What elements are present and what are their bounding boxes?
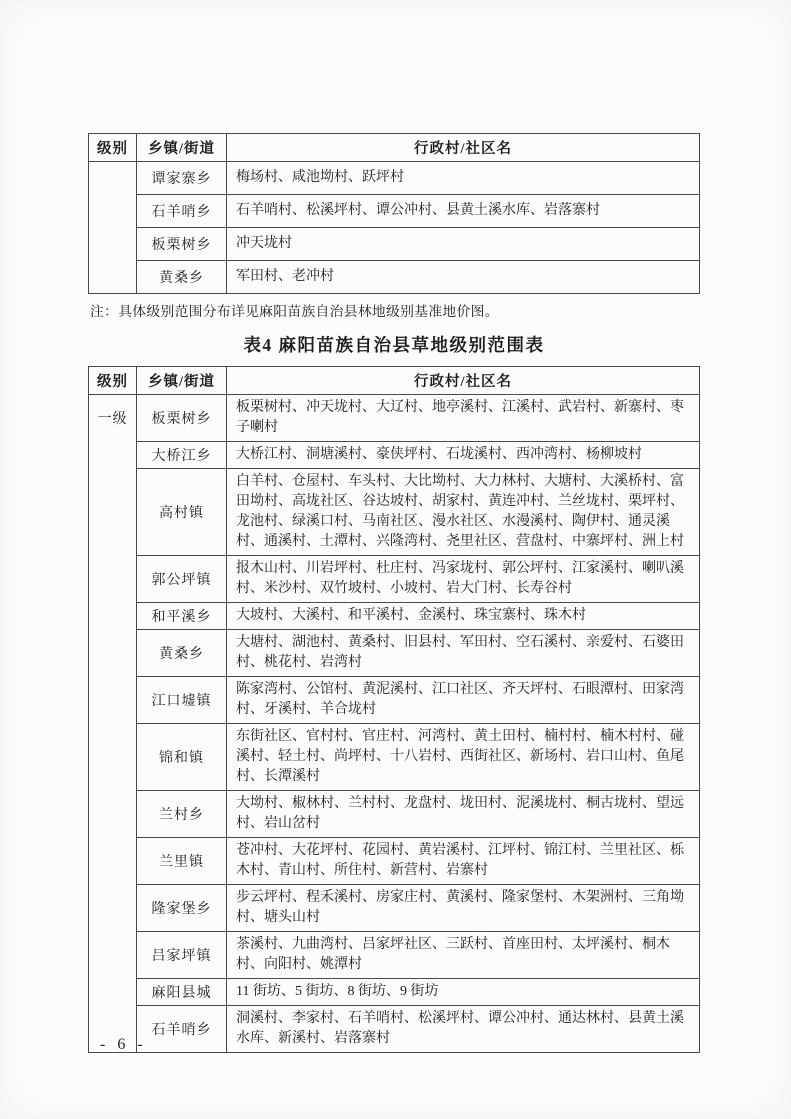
town-cell: 谭家寨乡 <box>137 162 227 195</box>
town-cell: 板栗树乡 <box>137 395 227 442</box>
document-content <box>88 133 700 1053</box>
town-cell: 隆家堡乡 <box>137 885 227 932</box>
table-row <box>89 556 700 603</box>
table2-header-town: 乡镇/街道 <box>137 367 227 395</box>
table2-header-villages: 行政村/社区名 <box>227 367 700 395</box>
town-cell: 吕家坪镇 <box>137 932 227 979</box>
grassland-grade-range-table <box>88 366 700 1053</box>
villages-cell: 东街社区、官村村、官庄村、河湾村、黄土田村、楠村村、楠木村村、碰溪村、轻土村、尚坪村、十八岩村、西街社区、新场村、岩口山村、鱼尾村、长潭溪村 <box>227 724 700 791</box>
villages-cell: 大塘村、湖池村、黄桑村、旧县村、军田村、空石溪村、亲爱村、石婆田村、桃花村、岩湾村 <box>227 630 700 677</box>
table2-header-row <box>89 367 700 395</box>
page-number: - 6 - <box>100 1036 147 1053</box>
villages-cell: 大坳村、椒林村、兰村村、龙盘村、垅田村、泥溪垅村、桐古垅村、望远村、岩山岔村 <box>227 791 700 838</box>
table-row <box>89 932 700 979</box>
town-cell: 高村镇 <box>137 469 227 556</box>
villages-cell: 报木山村、川岩坪村、杜庄村、冯家垅村、郭公坪村、江家溪村、喇叭溪村、米沙村、双竹坡村、小坡村、岩大门村、长寿谷村 <box>227 556 700 603</box>
town-cell: 黄桑乡 <box>137 630 227 677</box>
villages-cell: 洞溪村、李家村、石羊哨村、松溪坪村、谭公冲村、通达林村、县黄土溪水库、新溪村、岩落寨村 <box>227 1006 700 1053</box>
table-row <box>89 395 700 442</box>
town-cell: 江口墟镇 <box>137 677 227 724</box>
table1-header-town: 乡镇/街道 <box>137 134 227 162</box>
town-cell: 兰里镇 <box>137 838 227 885</box>
table-row <box>89 442 700 469</box>
town-cell: 板栗树乡 <box>137 228 227 261</box>
table1-level-cell <box>89 162 137 294</box>
table-row <box>89 228 700 261</box>
table1-header-villages: 行政村/社区名 <box>227 134 700 162</box>
table-row <box>89 469 700 556</box>
forest-land-grade-table-continued <box>88 133 700 294</box>
town-cell: 石羊哨乡 <box>137 195 227 228</box>
villages-cell: 苍冲村、大花坪村、花园村、黄岩溪村、江坪村、锦江村、兰里社区、栎木村、青山村、所住村、新营村、岩寨村 <box>227 838 700 885</box>
town-cell: 和平溪乡 <box>137 603 227 630</box>
villages-cell: 冲天垅村 <box>227 228 700 261</box>
table-row <box>89 885 700 932</box>
table1-header-level: 级别 <box>89 134 137 162</box>
town-cell: 石羊哨乡 <box>137 1006 227 1053</box>
table1-header-row <box>89 134 700 162</box>
town-cell: 麻阳县城 <box>137 979 227 1006</box>
villages-cell: 板栗树村、冲天垅村、大辽村、地亭溪村、江溪村、武岩村、新寨村、枣子喇村 <box>227 395 700 442</box>
town-cell: 黄桑乡 <box>137 261 227 294</box>
table-row <box>89 195 700 228</box>
villages-cell: 军田村、老冲村 <box>227 261 700 294</box>
villages-cell: 大桥江村、洞塘溪村、豪侠坪村、石垅溪村、西冲湾村、杨柳坡村 <box>227 442 700 469</box>
table2-header-level: 级别 <box>89 367 137 395</box>
table-note: 注：具体级别范围分布详见麻阳苗族自治县林地级别基准地价图。 <box>90 304 499 319</box>
table-row <box>89 838 700 885</box>
table-row <box>89 724 700 791</box>
table-row <box>89 603 700 630</box>
town-cell: 郭公坪镇 <box>137 556 227 603</box>
villages-cell: 茶溪村、九曲湾村、吕家坪社区、三跃村、首座田村、太坪溪村、桐木村、向阳村、姚潭村 <box>227 932 700 979</box>
villages-cell: 11 街坊、5 街坊、8 街坊、9 街坊 <box>227 979 700 1006</box>
town-cell: 锦和镇 <box>137 724 227 791</box>
villages-cell: 石羊哨村、松溪坪村、谭公冲村、县黄土溪水库、岩落寨村 <box>227 195 700 228</box>
table4-title: 表4 麻阳苗族自治县草地级别范围表 <box>243 335 545 355</box>
table-row <box>89 630 700 677</box>
town-cell: 大桥江乡 <box>137 442 227 469</box>
table-row <box>89 677 700 724</box>
town-cell: 兰村乡 <box>137 791 227 838</box>
villages-cell: 梅场村、咸池坳村、跃坪村 <box>227 162 700 195</box>
villages-cell: 白羊村、仓屋村、车头村、大比坳村、大力林村、大塘村、大溪桥村、富田坳村、高垅社区、谷达坡村、胡家村、黄连冲村、兰丝垅村、栗坪村、龙池村、绿溪口村、马南社区、漫水社区、水漫溪村、陶伊村、通灵溪村、通溪村、土潭村、兴隆湾村、尧里社区、营盘村、中寨坪村、洲上村 <box>227 469 700 556</box>
table-row <box>89 261 700 294</box>
villages-cell: 大坡村、大溪村、和平溪村、金溪村、珠宝寨村、珠木村 <box>227 603 700 630</box>
table-row <box>89 791 700 838</box>
table-row <box>89 162 700 195</box>
table2-level-cell: 一级 <box>89 395 137 1053</box>
table-row <box>89 979 700 1006</box>
villages-cell: 陈家湾村、公馆村、黄泥溪村、江口社区、齐天坪村、石眼潭村、田家湾村、牙溪村、羊合垅村 <box>227 677 700 724</box>
villages-cell: 步云坪村、程禾溪村、房家庄村、黄溪村、隆家堡村、木架洲村、三角坳村、塘头山村 <box>227 885 700 932</box>
table-row <box>89 1006 700 1053</box>
